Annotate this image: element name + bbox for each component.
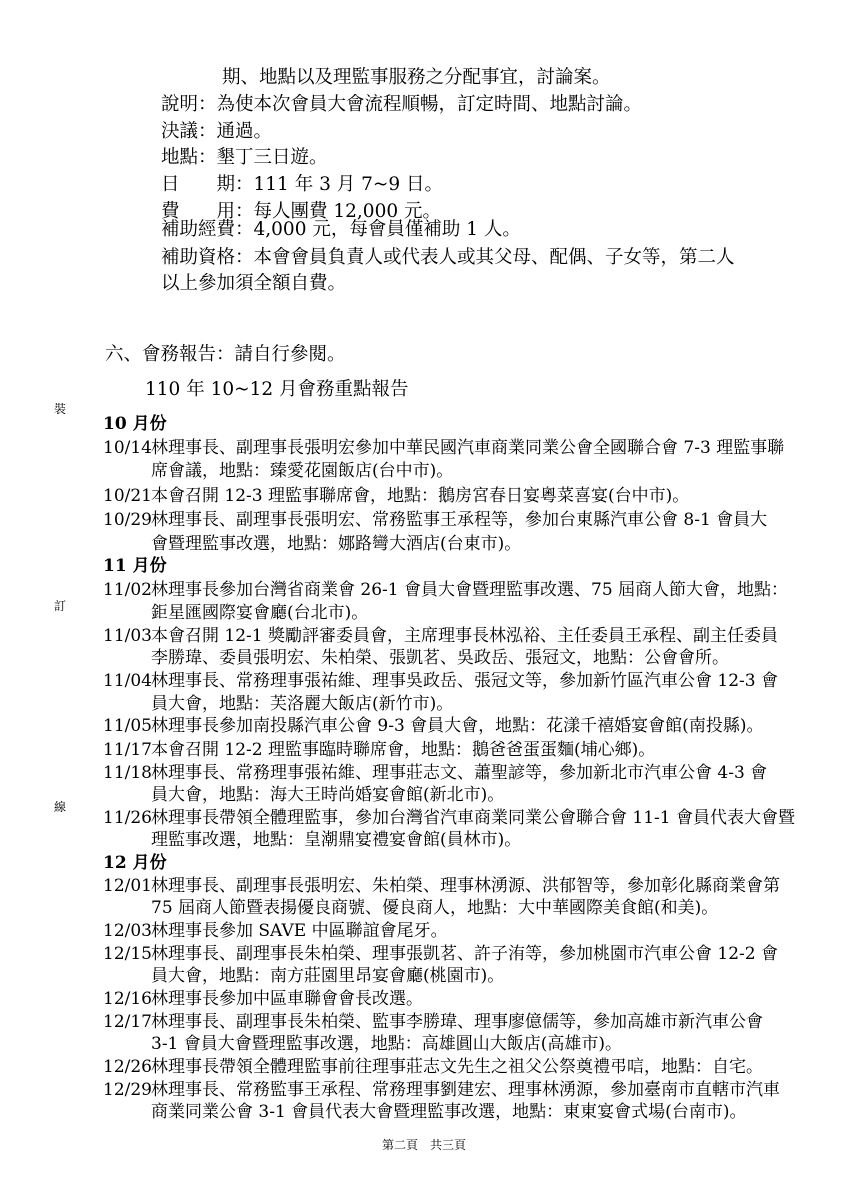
entry-date: 11/04 [103,671,152,691]
entry-date: 12/15 [103,944,152,964]
entry-text: 林理事長、常務理事張祐維、理事莊志文、蕭聖諺等，參加新北市汽車公會 4-3 會 [151,763,768,783]
entry-text: 林理事長參加 SAVE 中區聯誼會尾牙。 [151,921,448,941]
entry-text: 本會召開 12-1 獎勵評審委員會，主席理事長林泓裕、主任委員王承程、副主任委員 [151,626,778,646]
entry-text: 員大會，地點：海大王時尚婚宴會館(新北市)。 [151,785,505,805]
entry-date: 10/21 [103,486,152,506]
entry-text: 3-1 會員大會暨理監事改選，地點：高雄圓山大飯店(高雄市)。 [151,1034,623,1054]
entry-text: 本會召開 12-2 理監事臨時聯席會，地點：鵝爸爸蛋蛋麵(埔心鄉)。 [151,740,656,760]
binding-mark: 線 [54,800,67,814]
entry-date: 12/29 [103,1080,152,1100]
entry-text: 林理事長、副理事長張明宏、朱柏榮、理事林湧源、洪郁智等，參加彰化縣商業會第 [151,876,780,896]
binding-mark: 訂 [54,599,67,613]
entry-text: 席會議，地點：臻愛花園飯店(台中市)。 [151,461,454,481]
binding-mark: 裝 [54,402,67,416]
agenda-line: 地點：墾丁三日遊。 [161,147,328,168]
entry-text: 林理事長參加中區車聯會會長改選。 [151,989,423,1009]
agenda-line: 補助經費：4,000 元，每會員僅補助 1 人。 [161,219,521,240]
entry-text: 林理事長、副理事長朱柏榮、理事張凱茗、許子洧等，參加桃園市汽車公會 12-2 會 [151,944,778,964]
entry-text: 75 屆商人節暨表揚優良商號、優良商人，地點：大中華國際美食館(和美)。 [151,898,719,918]
entry-date: 12/03 [103,921,152,941]
entry-date: 10/14 [103,438,152,458]
entry-text: 李勝瑋、委員張明宏、朱柏榮、張凱茗、吳政岳、張冠文，地點：公會會所。 [151,648,729,668]
entry-date: 11/02 [103,580,152,600]
agenda-line: 期、地點以及理監事服務之分配事宜，討論案。 [222,67,611,88]
agenda-line: 費 用：每人團費 12,000 元。 [161,201,441,222]
agenda-line: 說明：為使本次會員大會流程順暢，訂定時間、地點討論。 [161,94,643,115]
entry-date: 11/26 [103,808,152,828]
agenda-line: 決議：通過。 [161,121,273,142]
entry-date: 11/17 [103,740,152,760]
entry-text: 林理事長、副理事長張明宏、常務監事王承程等，參加台東縣汽車公會 8-1 會員大 [151,510,768,530]
entry-text: 林理事長、副理事長張明宏參加中華民國汽車商業同業公會全國聯合會 7-3 理監事聯 [151,438,785,458]
entry-text: 林理事長參加台灣省商業會 26-1 會員大會暨理監事改選、75 屆商人節大會，地點： [151,580,789,600]
entry-text: 理監事改選，地點：皇潮鼎宴禮宴會館(員林市)。 [151,830,522,850]
report-title: 110 年 10~12 月會務重點報告 [145,379,409,400]
entry-text: 林理事長帶領全體理監事前往理事莊志文先生之祖父公祭奠禮弔唁，地點：自宅。 [151,1057,763,1077]
entry-text: 鉅星匯國際宴會廳(台北市)。 [151,603,369,623]
entry-text: 林理事長、常務理事張祐維、理事吳政岳、張冠文等，參加新竹區汽車公會 12-3 會 [151,671,778,691]
entry-date: 11/03 [103,626,152,646]
entry-date: 12/01 [103,876,152,896]
section-title: 六、會務報告：請自行參閱。 [105,344,346,365]
month-heading: 12 月份 [103,853,167,873]
entry-text: 林理事長、常務監事王承程、常務理事劉建宏、理事林湧源，參加臺南市直轄市汽車 [151,1080,780,1100]
entry-date: 12/26 [103,1057,152,1077]
entry-date: 11/05 [103,716,152,736]
agenda-line: 補助資格：本會會員負責人或代表人或其父母、配偶、子女等，第二人 [161,247,735,268]
entry-text: 商業同業公會 3-1 會員代表大會暨理監事改選，地點：東東宴會式場(台南市)。 [151,1102,747,1122]
agenda-line: 以上參加須全額自費。 [161,273,347,294]
entry-text: 林理事長帶領全體理監事，參加台灣省汽車商業同業公會聯合會 11-1 會員代表大會暨 [151,808,795,828]
entry-text: 會暨理監事改選，地點：娜路彎大酒店(台東市)。 [151,534,522,554]
entry-text: 林理事長參加南投縣汽車公會 9-3 會員大會，地點：花漾千禧婚宴會館(南投縣)。 [151,716,764,736]
entry-date: 11/18 [103,763,152,783]
entry-text: 林理事長、副理事長朱柏榮、監事李勝瑋、理事廖億儒等，參加高雄市新汽車公會 [151,1012,763,1032]
agenda-line: 日 期：111 年 3 月 7~9 日。 [161,174,444,195]
entry-date: 12/16 [103,989,152,1009]
entry-text: 本會召開 12-3 理監事聯席會，地點：鵝房宮春日宴粵菜喜宴(台中市)。 [151,486,690,506]
month-heading: 11 月份 [103,556,167,576]
entry-text: 員大會，地點：南方莊園里昂宴會廳(桃園市)。 [151,966,505,986]
entry-text: 員大會，地點：芙洛麗大飯店(新竹市)。 [151,694,454,714]
entry-date: 10/29 [103,510,152,530]
month-heading: 10 月份 [103,414,167,434]
page-footer: 第二頁 共三頁 [381,1138,466,1152]
entry-date: 12/17 [103,1012,152,1032]
